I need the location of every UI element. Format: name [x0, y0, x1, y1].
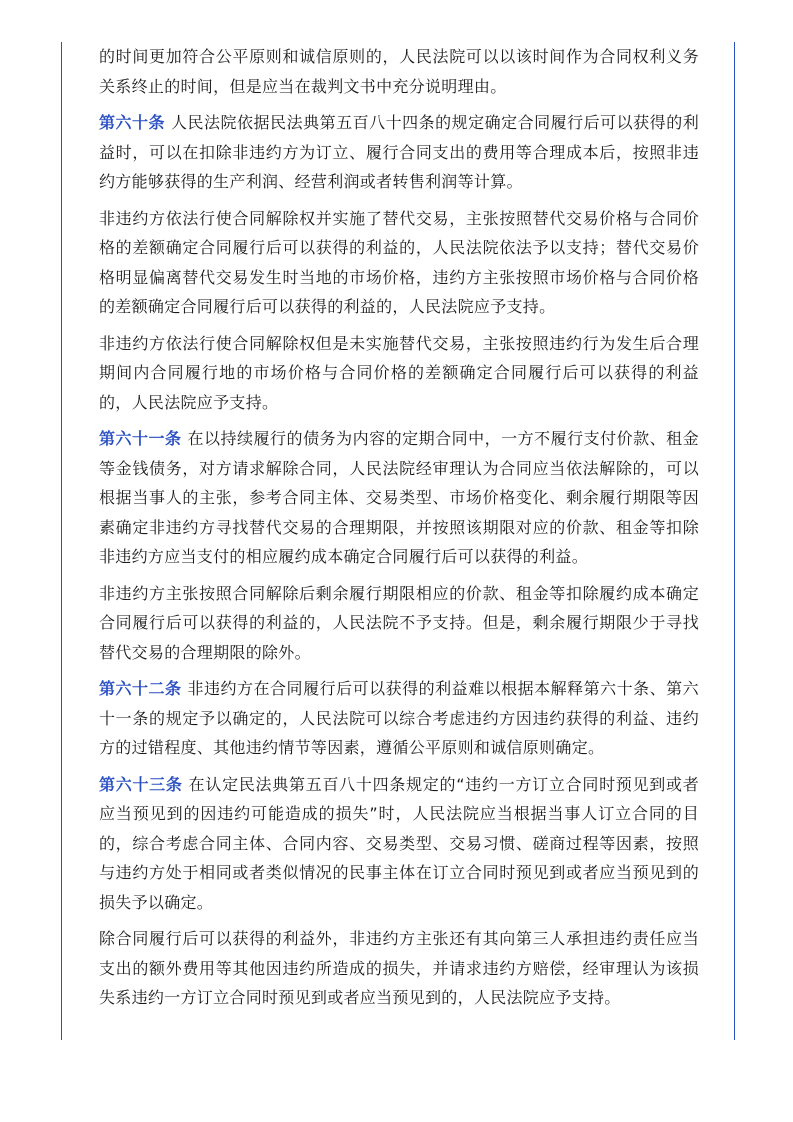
article-60-paragraph [99, 108, 699, 197]
article-number: 第六十一条 [99, 429, 182, 448]
article-number: 第六十三条 [99, 774, 183, 794]
article-61-paragraph [99, 424, 699, 572]
article-61-clause-2 [99, 579, 699, 668]
article-60-clause-2 [99, 204, 699, 322]
article-63-clause-2 [99, 924, 699, 1013]
paragraph-text: 非违约方依法行使合同解除权但是未实施替代交易，主张按照违约行为发生后合理期间内合同履行地的市场价格与合同价格的差额确定合同履行后可以获得的利益的，人民法院应予支持。 [99, 333, 699, 412]
article-62-paragraph [99, 674, 699, 763]
article-number: 第六十二条 [99, 679, 182, 698]
left-margin-rule [61, 42, 62, 1040]
article-60-clause-3 [99, 329, 699, 418]
paragraph-text: 在以持续履行的债务为内容的定期合同中，一方不履行支付价款、租金等金钱债务，对方请求解除合同，人民法院经审理认为合同应当依法解除的，可以根据当事人的主张，参考合同主体、交易类型、市场价格变化、剩余履行期限等因素确定非违约方寻找替代交易的合理期限，并按照该期限对应的价款、租金等扣除非违约方应当支付的相应履约成本确定合同履行后可以获得的利益。 [99, 429, 699, 566]
paragraph-text: 非违约方主张按照合同解除后剩余履行期限相应的价款、租金等扣除履约成本确定合同履行后可以获得的利益的，人民法院不予支持。但是，剩余履行期限少于寻找替代交易的合理期限的除外。 [99, 583, 699, 662]
document-body [99, 42, 699, 1020]
paragraph-text: 非违约方依法行使合同解除权并实施了替代交易，主张按照替代交易价格与合同价格的差额确定合同履行后可以获得的利益的，人民法院依法予以支持；替代交易价格明显偏离替代交易发生时当地的市场价格，违约方主张按照市场价格与合同价格的差额确定合同履行后可以获得的利益的，人民法院应予支持。 [99, 208, 699, 316]
paragraph-text: 在认定民法典第五百八十四条规定的“违约一方订立合同时预见到或者应当预见到的因违约可能造成的损失”时，人民法院应当根据当事人订立合同的目的，综合考虑合同主体、合同内容、交易类型、交易习惯、磋商过程等因素，按照与违约方处于相同或者类似情况的民事主体在订立合同时预见到或者应当预见到的损失予以确定。 [99, 774, 699, 912]
paragraph-text: 人民法院依据民法典第五百八十四条的规定确定合同履行后可以获得的利益时，可以在扣除非违约方为订立、履行合同支出的费用等合理成本后，按照非违约方能够获得的生产利润、经营利润或者转售利润等计算。 [99, 113, 699, 191]
article-63-paragraph [99, 770, 699, 918]
right-margin-rule [734, 42, 735, 1040]
paragraph-continuation [99, 42, 699, 101]
paragraph-text: 的时间更加符合公平原则和诚信原则的，人民法院可以以该时间作为合同权利义务关系终止的时间，但是应当在裁判文书中充分说明理由。 [99, 47, 699, 96]
paragraph-text: 非违约方在合同履行后可以获得的利益难以根据本解释第六十条、第六十一条的规定予以确定的，人民法院可以综合考虑违约方因违约获得的利益、违约方的过错程度、其他违约情节等因素，遵循公平原则和诚信原则确定。 [99, 679, 699, 757]
article-number: 第六十条 [99, 113, 166, 132]
paragraph-text: 除合同履行后可以获得的利益外，非违约方主张还有其向第三人承担违约责任应当支出的额外费用等其他因违约所造成的损失，并请求违约方赔偿，经审理认为该损失系违约一方订立合同时预见到或者应当预见到的，人民法院应予支持。 [99, 929, 699, 1007]
